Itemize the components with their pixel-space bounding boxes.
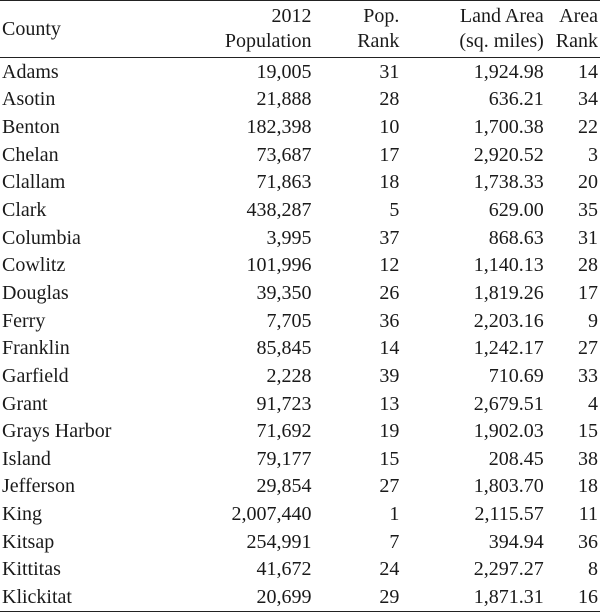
cell-population: 29,854 (256, 475, 312, 498)
table-row (0, 556, 600, 584)
header-population-line-2: Population (224, 30, 312, 52)
table-row (0, 196, 600, 224)
cell-county: Garfield (2, 364, 69, 387)
cell-land-area: 208.45 (488, 447, 544, 470)
cell-area-rank: 28 (578, 254, 598, 277)
header-county: County (2, 17, 61, 40)
cell-area-rank: 9 (588, 309, 598, 332)
cell-county: Jefferson (2, 475, 75, 498)
cell-land-area: 1,924.98 (473, 60, 544, 83)
table-row (0, 500, 600, 528)
cell-population: 71,692 (256, 420, 312, 443)
cell-population: 73,687 (256, 143, 312, 166)
cell-area-rank: 16 (578, 585, 598, 608)
table-row (0, 583, 600, 611)
cell-area-rank: 14 (578, 60, 598, 83)
cell-land-area: 1,803.70 (473, 475, 544, 498)
cell-county: Benton (2, 116, 60, 139)
cell-land-area: 1,700.38 (473, 116, 544, 139)
table-row (0, 279, 600, 307)
cell-population: 7,705 (266, 309, 312, 332)
cell-county: Asotin (2, 88, 56, 111)
cell-pop-rank: 19 (379, 420, 400, 443)
cell-pop-rank: 13 (379, 392, 400, 415)
cell-area-rank: 38 (578, 447, 598, 470)
cell-land-area: 868.63 (488, 226, 544, 249)
cell-pop-rank: 36 (379, 309, 400, 332)
cell-land-area: 1,819.26 (473, 281, 544, 304)
cell-pop-rank: 7 (389, 530, 400, 553)
cell-area-rank: 22 (578, 116, 598, 139)
cell-pop-rank: 5 (389, 199, 400, 222)
header-row (0, 1, 600, 58)
cell-area-rank: 36 (578, 530, 598, 553)
cell-population: 21,888 (256, 88, 312, 111)
cell-county: Douglas (2, 281, 69, 304)
header-pop-rank (318, 1, 406, 58)
table-row (0, 307, 600, 335)
table-row (0, 113, 600, 141)
cell-county: Grays Harbor (2, 420, 112, 443)
cell-population: 182,398 (246, 116, 312, 139)
cell-land-area: 2,679.51 (473, 392, 544, 415)
cell-area-rank: 17 (578, 281, 598, 304)
cell-population: 41,672 (256, 558, 312, 581)
cell-land-area: 2,203.16 (473, 309, 544, 332)
cell-population: 438,287 (246, 199, 312, 222)
cell-pop-rank: 29 (379, 585, 400, 608)
header-pop-rank-line-2: Rank (357, 30, 400, 52)
table-row (0, 417, 600, 445)
header-area-rank-line-1: Area (559, 5, 598, 27)
cell-county: Cowlitz (2, 254, 66, 277)
table-row (0, 86, 600, 114)
cell-county: Kitsap (2, 530, 55, 553)
cell-area-rank: 3 (588, 143, 598, 166)
cell-pop-rank: 17 (379, 143, 400, 166)
cell-population: 101,996 (246, 254, 312, 277)
table-row (0, 362, 600, 390)
cell-population: 2,007,440 (231, 503, 312, 526)
cell-land-area: 710.69 (488, 364, 544, 387)
table-row (0, 528, 600, 556)
cell-land-area: 2,115.57 (474, 503, 544, 526)
cell-county: Clark (2, 199, 47, 222)
header-land-area-line-1: Land Area (459, 5, 544, 27)
cell-area-rank: 27 (578, 337, 598, 360)
header-land-area-line-2: (sq. miles) (459, 30, 544, 52)
cell-pop-rank: 26 (379, 281, 400, 304)
cell-county: Franklin (2, 337, 70, 360)
cell-county: Adams (2, 60, 59, 83)
cell-pop-rank: 37 (379, 226, 400, 249)
table-row (0, 224, 600, 252)
cell-land-area: 1,871.31 (473, 585, 544, 608)
cell-land-area: 629.00 (488, 199, 544, 222)
header-population-line-1: 2012 (271, 5, 312, 27)
cell-land-area: 1,140.13 (473, 254, 544, 277)
cell-land-area: 1,738.33 (473, 171, 544, 194)
cell-county: Kittitas (2, 558, 61, 581)
cell-pop-rank: 14 (379, 337, 400, 360)
cell-pop-rank: 10 (379, 116, 400, 139)
cell-population: 19,005 (256, 60, 312, 83)
cell-pop-rank: 28 (379, 88, 400, 111)
cell-county: Ferry (2, 309, 46, 332)
cell-area-rank: 11 (578, 503, 598, 526)
cell-population: 79,177 (256, 447, 312, 470)
cell-population: 254,991 (246, 530, 312, 553)
table-row (0, 445, 600, 473)
header-area-rank-line-2: Rank (555, 30, 598, 52)
table-row (0, 251, 600, 279)
cell-county: Island (2, 447, 51, 470)
cell-population: 39,350 (256, 281, 312, 304)
cell-land-area: 394.94 (488, 530, 544, 553)
cell-area-rank: 18 (578, 475, 598, 498)
table-row (0, 169, 600, 197)
table-header (0, 1, 600, 58)
cell-land-area: 636.21 (488, 88, 544, 111)
cell-county: Grant (2, 392, 48, 415)
cell-land-area: 1,242.17 (473, 337, 544, 360)
cell-population: 85,845 (256, 337, 312, 360)
cell-population: 71,863 (256, 171, 312, 194)
cell-area-rank: 31 (578, 226, 598, 249)
cell-county: Columbia (2, 226, 81, 249)
cell-county: Clallam (2, 171, 66, 194)
table-row (0, 473, 600, 501)
cell-area-rank: 34 (578, 88, 598, 111)
table-body (0, 58, 600, 612)
cell-land-area: 2,920.52 (473, 143, 544, 166)
cell-area-rank: 33 (578, 364, 598, 387)
cell-population: 3,995 (266, 226, 312, 249)
table-row (0, 390, 600, 418)
header-area-rank (550, 1, 600, 58)
cell-pop-rank: 18 (379, 171, 400, 194)
cell-area-rank: 35 (578, 199, 598, 222)
cell-population: 20,699 (256, 585, 312, 608)
cell-pop-rank: 39 (379, 364, 400, 387)
cell-land-area: 1,902.03 (473, 420, 544, 443)
cell-county: Klickitat (2, 585, 72, 608)
cell-pop-rank: 15 (379, 447, 400, 470)
header-pop-rank-line-1: Pop. (363, 5, 400, 27)
cell-pop-rank: 12 (379, 254, 400, 277)
table-row (0, 58, 600, 86)
cell-area-rank: 15 (578, 420, 598, 443)
cell-land-area: 2,297.27 (473, 558, 544, 581)
cell-area-rank: 20 (578, 171, 598, 194)
table-row (0, 334, 600, 362)
cell-population: 91,723 (256, 392, 312, 415)
cell-pop-rank: 27 (379, 475, 400, 498)
header-population (145, 1, 318, 58)
cell-population: 2,228 (266, 364, 312, 387)
cell-area-rank: 8 (588, 558, 598, 581)
cell-pop-rank: 24 (379, 558, 400, 581)
cell-pop-rank: 1 (389, 503, 400, 526)
cell-county: Chelan (2, 143, 59, 166)
header-land-area (405, 1, 549, 58)
cell-area-rank: 4 (588, 392, 598, 415)
cell-pop-rank: 31 (379, 60, 400, 83)
cell-county: King (2, 503, 42, 526)
table-row (0, 141, 600, 169)
